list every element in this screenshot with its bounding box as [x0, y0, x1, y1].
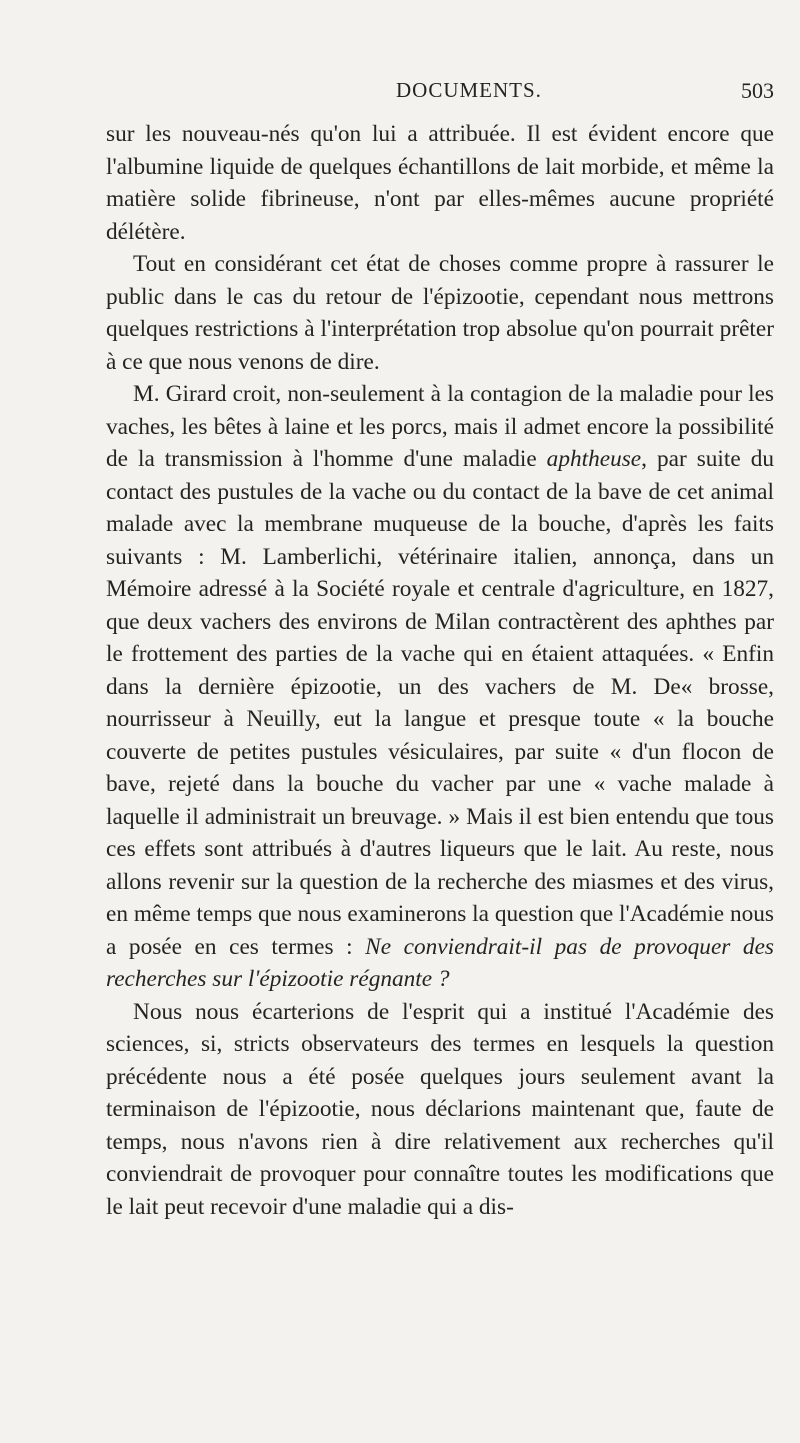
- paragraph-text: , par suite du contact des pustules de la vache ou du contact de la bave de cet animal malade avec la membrane muqueuse de la bouche, d'après les faits suivants : M. Lamberlichi, vétérinaire italien, annonça, dans un Mémoire adressé à la Société royale et centrale d'agriculture, en 1827, que deux vachers des environs de Milan contractèrent des aphthes par le frottement des parties de la vache qui en étaient attaquées. « Enfin dans la dernière épizootie, un des vachers de M. De« brosse, nourrisseur à Neuilly, eut la langue et presque toute « la bouche couverte de petites pustules vésiculaires, par suite « d'un flocon de bave, rejeté dans la bouche du vacher par une « vache malade à laquelle il administrait un breuvage. » Mais il est bien entendu que tous ces effets sont attribués à d'autres liqueurs que le lait. Au reste, nous allons revenir sur la question de la recherche des miasmes et des virus, en même temps que nous examinerons la question que l'Académie nous a posée en ces termes :: [106, 446, 774, 960]
- italic-text: aphtheuse: [546, 446, 642, 472]
- paragraph-text: M. Girard croit, non-seulement à la contagion de la maladie pour les vaches, les bêtes à laine et les porcs, mais il admet encore la possibilité de la transmission à l'homme d'une maladie: [106, 381, 774, 472]
- paragraph: [106, 996, 774, 1224]
- paragraph-text: Nous nous écarterions de l'esprit qui a institué l'Académie des sciences, si, stricts observateurs des termes en lesquels la question précédente nous a été posée quelques jours seulement avant la terminaison de l'épizootie, nous déclarions maintenant que, faute de temps, nous n'avons rien à dire relativement aux recherches qu'il conviendrait de provoquer pour connaître toutes les modifications que le lait peut recevoir d'une maladie qui a dis-: [106, 998, 774, 1220]
- running-title: DOCUMENTS.: [396, 78, 542, 102]
- paragraph: [106, 118, 774, 248]
- body-text: [106, 118, 774, 1223]
- paragraph: [106, 248, 774, 378]
- paragraph-text: sur les nouveau-nés qu'on lui a attribuée. Il est évident encore que l'albumine liquide de quelques échantillons de lait morbide, et même la matière solide fibrineuse, n'ont par elles-mêmes aucune propriété délétère.: [106, 121, 774, 245]
- page-number: 503: [741, 78, 774, 103]
- page-header: [106, 78, 774, 118]
- italic-text: Ne conviendrait-il pas de provoquer des recherches sur l'épizootie régnante ?: [106, 933, 774, 992]
- paragraph: [106, 378, 774, 996]
- paragraph-text: Tout en considérant cet état de choses comme propre à rassurer le public dans le cas du retour de l'épizootie, cependant nous mettrons quelques restrictions à l'interprétation trop absolue qu'on pourrait prêter à ce que nous venons de dire.: [106, 251, 774, 375]
